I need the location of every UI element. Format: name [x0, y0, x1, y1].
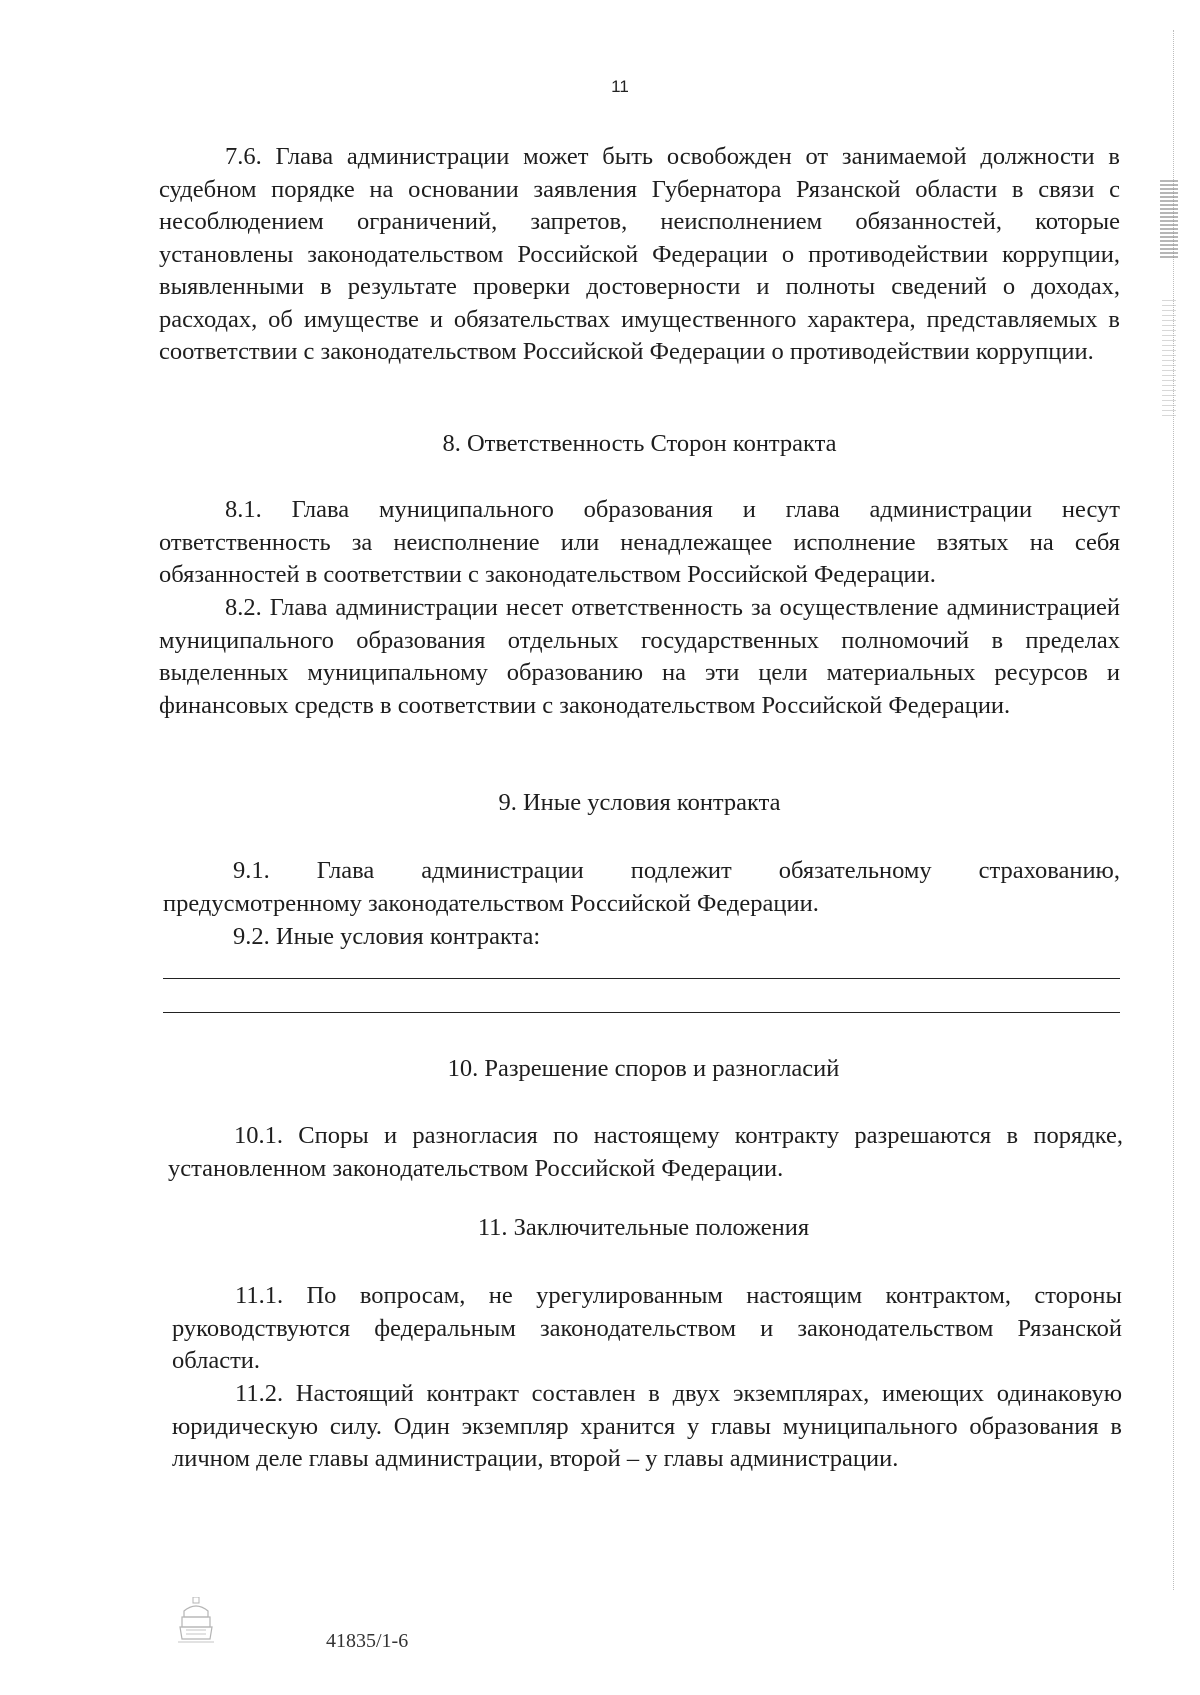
- scan-barcode-marks: [1160, 180, 1178, 260]
- paragraph-8-1: 8.1. Глава муниципального образования и глава администрации несут ответственность за неисполнение или ненадлежащее исполнение взятых на себя обязанностей в соответствии с законодательством Российской Федерации.: [159, 496, 1120, 588]
- paragraph-11-1: 11.1. По вопросам, не урегулированным настоящим контрактом, стороны руководствуются федеральным законодательством и законодательством Рязанской области.: [172, 1282, 1122, 1374]
- paragraph-9-1: 9.1. Глава администрации подлежит обязательному страхованию, предусмотренному законодательством Российской Федерации.: [163, 857, 1120, 917]
- paragraph-11-2: 11.2. Настоящий контракт составлен в двух экземплярах, имеющих одинаковую юридическую силу. Один экземпляр хранится у главы муниципального образования в личном деле главы администрации, второй – у главы администрации.: [172, 1380, 1122, 1472]
- document-code: 41835/1-6: [326, 1630, 409, 1652]
- section-8-heading: 8. Ответственность Сторон контракта: [442, 430, 837, 457]
- blank-line-1: [163, 978, 1120, 979]
- scan-edge: [1173, 30, 1190, 1590]
- scan-noise-marks: [1162, 300, 1176, 420]
- section-9-heading: 9. Иные условия контракта: [498, 789, 781, 816]
- section-10-heading: 10. Разрешение споров и разногласий: [447, 1055, 840, 1082]
- paragraph-7-6: 7.6. Глава администрации может быть освобожден от занимаемой должности в судебном порядке на основании заявления Губернатора Рязанской области в связи с несоблюдением ограничений, запретов, неисполнением обязанностей, которые установлены законодательством Российской Федерации о противодействии коррупции, выявленными в результате проверки достоверности и полноты сведений о доходах, расходах, об имуществе и обязательствах имущественного характера, представляемых в соответствии с законодательством Российской Федерации о противодействии коррупции.: [159, 143, 1120, 365]
- paragraph-8-2: 8.2. Глава администрации несет ответственность за осуществление администрацией муниципального образования отдельных государственных полномочий в пределах выделенных муниципальному образованию на эти цели материальных ресурсов и финансовых средств в соответствии с законодательством Российской Федерации.: [159, 594, 1120, 719]
- paragraph-10-1: 10.1. Споры и разногласия по настоящему контракту разрешаются в порядке, установленном законодательством Российской Федерации.: [168, 1122, 1123, 1182]
- page-number: 11: [611, 77, 629, 96]
- coat-of-arms-icon: [176, 1597, 216, 1645]
- paragraph-9-2: 9.2. Иные условия контракта:: [233, 923, 541, 950]
- section-11-heading: 11. Заключительные положения: [477, 1214, 810, 1241]
- blank-line-2: [163, 1012, 1120, 1013]
